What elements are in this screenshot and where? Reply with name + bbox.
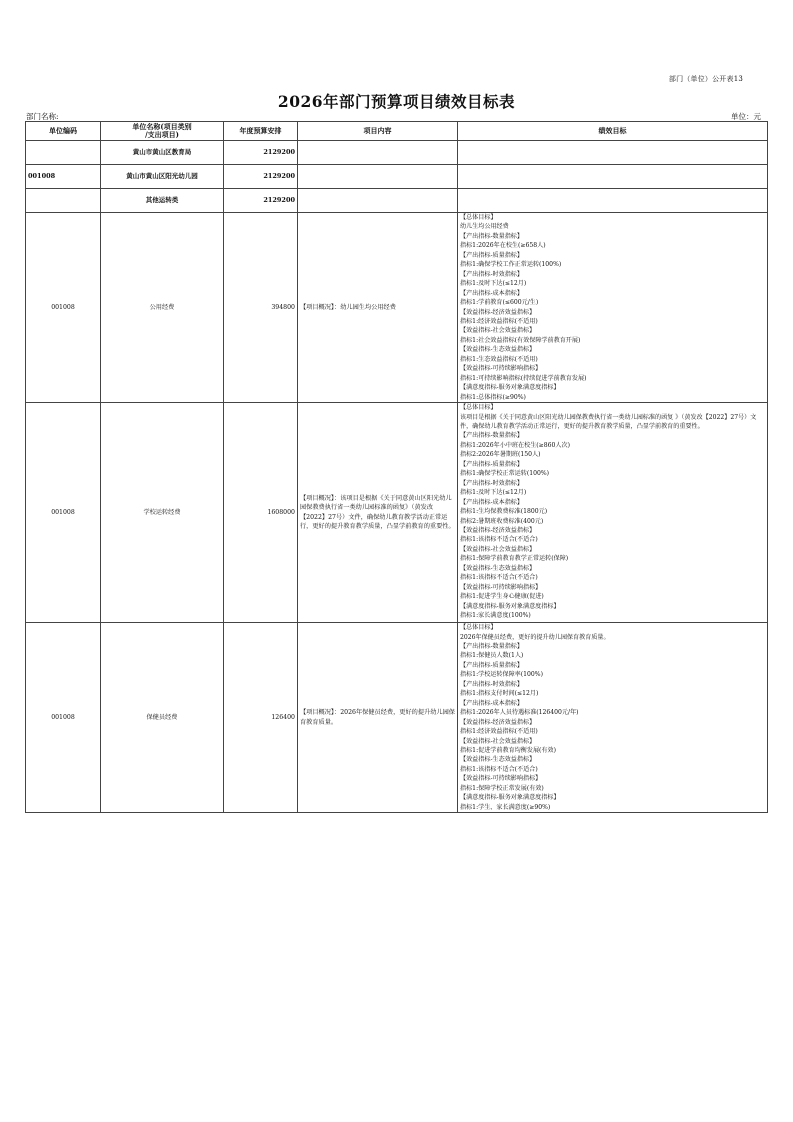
goal-line: 指标1:该指标不适合(不适合): [460, 765, 538, 773]
goal-line: 【产出指标-数量指标】: [460, 642, 523, 650]
project-content-cell: [298, 189, 458, 213]
goal-line: 指标1:生态效益指标(不适用): [460, 355, 538, 363]
goal-line: 指标1:及时下达(≤12月): [460, 280, 527, 288]
goal-line: 【总体目标】: [460, 404, 497, 412]
goal-line: 【产出指标-时效指标】: [460, 479, 523, 487]
unit-name-cell: 黄山市黄山区阳光幼儿园: [101, 165, 224, 189]
goal-line: 【效益指标-可持续影响指标】: [460, 365, 542, 373]
performance-goals-table: [25, 121, 768, 813]
project-row-health-worker-funds: [26, 623, 768, 813]
goal-line: 【产出指标-质量指标】: [460, 460, 523, 468]
summary-row-kindergarten: [26, 165, 768, 189]
goal-line: 【满意度指标-服务对象满意度指标】: [460, 384, 560, 392]
goal-line: 指标1:及时下达(≤12月): [460, 489, 527, 497]
summary-row-category: [26, 189, 768, 213]
header-unit-name: [101, 122, 224, 141]
project-name-cell: 保健员经费: [101, 623, 224, 813]
goal-line: 【效益指标-经济效益指标】: [460, 526, 536, 534]
unit-code-cell: 001008: [26, 623, 101, 813]
unit-label: 单位：元: [731, 112, 761, 121]
header-unit-name-line2: /支出项目): [145, 130, 179, 139]
goal-line: 【产出指标-质量指标】: [460, 251, 523, 259]
page-title: 2026年部门预算项目绩效目标表: [277, 92, 516, 111]
budget-amount-cell: 2129200: [224, 141, 298, 165]
summary-row-bureau: [26, 141, 768, 165]
goal-line: 指标2:2026年暑期班(150人): [460, 451, 541, 459]
goal-line: 指标1:总体指标(≥90%): [460, 393, 526, 401]
project-content-cell: 【项目概况】：幼儿园生均公用经费: [298, 213, 458, 403]
header-unit-name-line1: 单位名称(项目类别: [132, 122, 192, 131]
goal-line: 【效益指标-生态效益指标】: [460, 346, 536, 354]
goal-line: 【产出指标-质量指标】: [460, 661, 523, 669]
project-content-cell: [298, 165, 458, 189]
goal-line: 指标1:经济效益指标(不适用): [460, 317, 538, 325]
goal-line: 【产出指标-时效指标】: [460, 270, 523, 278]
project-content-cell: [298, 141, 458, 165]
goal-line: 指标1:2026年人员待遇标准(126400元/年): [460, 709, 579, 717]
goal-line: 【效益指标-生态效益指标】: [460, 564, 536, 572]
goal-line: 指标1:社会效益指标(有效保障学前教育开展): [460, 336, 581, 344]
goal-line: 指标1:可持续影响指标(持续促进学前教育发展): [460, 374, 587, 382]
project-row-public-funds: [26, 213, 768, 403]
unit-code-cell: [26, 141, 101, 165]
performance-goal-cell: [458, 403, 768, 623]
goal-line: 指标1:促进学生身心健康(促进): [460, 593, 544, 601]
goal-line: 该项目是根据《关于同意黄山区阳光幼儿园保教费执行省一类幼儿园标准的函复 》（黄发改【2022】27号）文件，确保幼儿教育教学活动正常运行，更好的提升教育教学质量，凸显学前教育的重要性。: [460, 413, 757, 430]
goal-line: 指标1:学前教育(≤600元/生): [460, 299, 539, 307]
goal-line: 指标1:生均保教费标准(1800元): [460, 508, 548, 516]
budget-amount-cell: 2129200: [224, 165, 298, 189]
goal-line: 指标1:学生、家长满意度(≥90%): [460, 803, 551, 811]
unit-code-cell: 001008: [26, 403, 101, 623]
goal-line: 指标2:暑期班收费标准(400元): [460, 517, 544, 525]
unit-name-cell: 黄山市黄山区教育局: [101, 141, 224, 165]
goal-line: 【满意度指标-服务对象满意度指标】: [460, 602, 560, 610]
header-performance-goals: 绩效目标: [458, 122, 768, 141]
goal-line: 指标1:保健员人数(1人): [460, 652, 524, 660]
goal-line: 【总体目标】: [460, 624, 497, 632]
budget-amount-cell: 1608000: [224, 403, 298, 623]
performance-goal-cell: [458, 165, 768, 189]
budget-amount-cell: 394800: [224, 213, 298, 403]
goal-line: 【效益指标-经济效益指标】: [460, 718, 536, 726]
goal-line: 【产出指标-成本指标】: [460, 498, 523, 506]
unit-code-cell: 001008: [26, 213, 101, 403]
table-header-row: [26, 122, 768, 141]
header-annual-budget: 年度预算安排: [224, 122, 298, 141]
goal-line: 指标1:保障学校正常发展(有效): [460, 784, 544, 792]
department-name-label: 部门名称:: [26, 112, 59, 121]
project-row-operating-funds: [26, 403, 768, 623]
budget-amount-cell: 126400: [224, 623, 298, 813]
form-number: 部门（单位）公开表13: [668, 75, 743, 83]
performance-goal-cell: [458, 189, 768, 213]
goal-line: 指标1:该指标不适合(不适合): [460, 574, 538, 582]
unit-name-cell: 其他运转类: [101, 189, 224, 213]
goal-line: 【产出指标-数量指标】: [460, 432, 523, 440]
budget-amount-cell: 2129200: [224, 189, 298, 213]
goal-line: 指标1:学校运转保障率(100%): [460, 671, 543, 679]
goal-line: 指标1:经济效益指标(不适用): [460, 728, 538, 736]
unit-code-cell: 001008: [26, 165, 101, 189]
goal-line: 指标1:确保学校正常运转(100%): [460, 470, 550, 478]
goal-line: 【效益指标-可持续影响指标】: [460, 583, 542, 591]
goal-line: 2026年保健员经费，更好的提升幼儿园保育教育质量。: [460, 633, 610, 641]
goal-line: 指标1:家长满意度(100%): [460, 612, 531, 620]
goal-line: 【效益指标-社会效益指标】: [460, 327, 536, 335]
project-content-cell: 【项目概况】：2026年保健员经费，更好的提升幼儿园保育教育质量。: [298, 623, 458, 813]
goal-line: 指标1:2026年小中班在校生(≥860人次): [460, 441, 570, 449]
goal-line: 【效益指标-经济效益指标】: [460, 308, 536, 316]
project-content-cell: 【项目概况】：该项目是根据《关于同意黄山区阳光幼儿园保教费执行省一类幼儿园标准的函复》（黄发改【2022】27号）文件，确保幼儿教育教学活动正常运行，更好的提升教育教学质量，凸显学前教育的重要性。: [298, 403, 458, 623]
goal-line: 指标1:该指标不适合(不适合): [460, 536, 538, 544]
goal-line: 指标1:确保学校工作正常运转(100%): [460, 261, 562, 269]
project-name-cell: 公用经费: [101, 213, 224, 403]
goal-line: 指标1:2026年在校生(≥658人): [460, 242, 546, 250]
goal-line: 指标1:保障学前教育教学正常运转(保障): [460, 555, 569, 563]
header-unit-code: 单位编码: [26, 122, 101, 141]
performance-goal-cell: [458, 141, 768, 165]
goal-line: 指标1:促进学前教育均衡发展(有效): [460, 746, 556, 754]
goal-line: 【效益指标-社会效益指标】: [460, 545, 536, 553]
goal-line: 【产出指标-成本指标】: [460, 289, 523, 297]
unit-code-cell: [26, 189, 101, 213]
goal-line: 【效益指标-可持续影响指标】: [460, 775, 542, 783]
goal-line: 【满意度指标-服务对象满意度指标】: [460, 794, 560, 802]
goal-line: 【产出指标-时效指标】: [460, 680, 523, 688]
performance-goal-cell: [458, 213, 768, 403]
performance-goal-cell: [458, 623, 768, 813]
goal-line: 【产出指标-数量指标】: [460, 232, 523, 240]
goal-line: 【产出指标-成本指标】: [460, 699, 523, 707]
goal-line: 【效益指标-生态效益指标】: [460, 756, 536, 764]
project-name-cell: 学校运转经费: [101, 403, 224, 623]
header-project-content: 项目内容: [298, 122, 458, 141]
goal-line: 指标1:指标支付时间(≤12月): [460, 690, 539, 698]
goal-line: 【总体目标】: [460, 214, 497, 221]
goal-line: 【效益指标-社会效益指标】: [460, 737, 536, 745]
goal-line: 幼儿生均公用经费: [460, 223, 509, 231]
